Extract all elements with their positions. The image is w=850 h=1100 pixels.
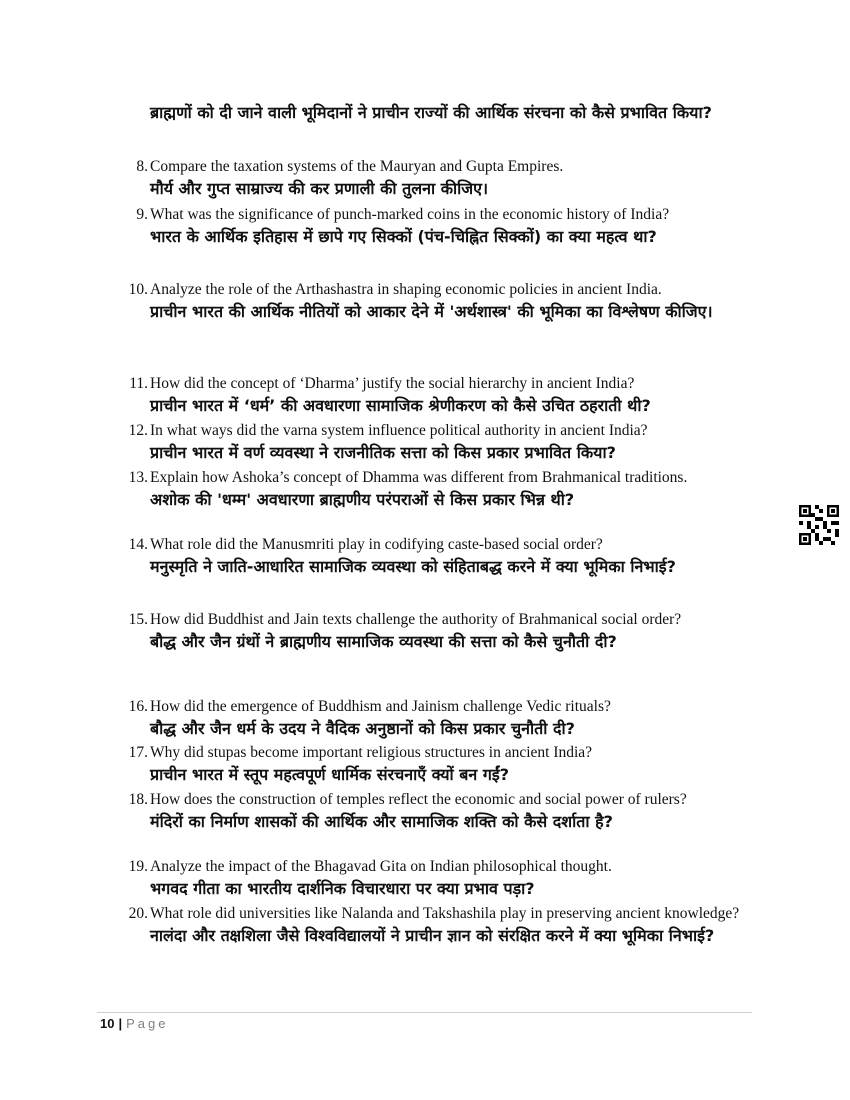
question-13 (122, 468, 752, 512)
question-number: 19. (128, 858, 148, 875)
question-hindi: भगवद गीता का भारतीय दार्शनिक विचारधारा पर क्या प्रभाव पड़ा? (150, 879, 535, 898)
question-english: Why did stupas become important religious structures in ancient India? (150, 744, 593, 761)
question-15 (122, 610, 752, 654)
question-20 (122, 904, 752, 948)
question-number: 14. (128, 536, 148, 553)
question-19 (122, 857, 752, 901)
footer-divider (97, 1012, 752, 1013)
page-label: Page (126, 1016, 169, 1031)
question-number: 20. (128, 905, 148, 922)
question-english: Explain how Ashoka’s concept of Dhamma was different from Brahmanical traditions. (150, 469, 688, 486)
question-9 (122, 205, 752, 249)
page-number: 10 (100, 1016, 115, 1031)
question-number: 13. (128, 469, 148, 486)
question-number: 10. (128, 281, 148, 298)
question-hindi: मंदिरों का निर्माण शासकों की आर्थिक और सामाजिक शक्ति को कैसे दर्शाता है? (150, 812, 613, 831)
footer-separator: | (118, 1016, 123, 1031)
question-number: 9. (136, 206, 148, 223)
question-hindi: प्राचीन भारत में स्तूप महत्वपूर्ण धार्मिक संरचनाएँ क्यों बन गईं? (150, 765, 509, 784)
question-hindi: प्राचीन भारत में ‘धर्म’ की अवधारणा सामाजिक श्रेणीकरण को कैसे उचित ठहराती थी? (150, 396, 651, 415)
question-number: 12. (128, 422, 148, 439)
question-number: 11. (129, 375, 148, 392)
question-number: 18. (128, 791, 148, 808)
question-english: What role did universities like Nalanda and Takshashila play in preserving ancient knowledge? (150, 905, 740, 922)
question-english: How does the construction of temples reflect the economic and social power of rulers? (150, 791, 687, 808)
question-english: How did Buddhist and Jain texts challenge the authority of Brahmanical social order? (150, 611, 682, 628)
question-16 (122, 697, 752, 741)
question-hindi: प्राचीन भारत में वर्ण व्यवस्था ने राजनीतिक सत्ता को किस प्रकार प्रभावित किया? (150, 443, 616, 462)
page-footer (100, 1016, 168, 1031)
question-hindi: बौद्ध और जैन धर्म के उदय ने वैदिक अनुष्ठानों को किस प्रकार चुनौती दी? (150, 719, 575, 738)
question-number: 16. (128, 698, 148, 715)
question-hindi: मौर्य और गुप्त साम्राज्य की कर प्रणाली की तुलना कीजिए। (150, 179, 489, 198)
question-english: Analyze the role of the Arthashastra in shaping economic policies in ancient India. (150, 281, 662, 298)
question-english: Compare the taxation systems of the Mauryan and Gupta Empires. (150, 158, 564, 175)
question-hindi: अशोक की 'धम्म' अवधारणा ब्राह्मणीय परंपराओं से किस प्रकार भिन्न थी? (150, 490, 575, 509)
question-english: How did the concept of ‘Dharma’ justify the social hierarchy in ancient India? (150, 375, 635, 392)
question-10 (122, 280, 752, 324)
question-english: In what ways did the varna system influence political authority in ancient India? (150, 422, 648, 439)
question-number: 8. (136, 158, 148, 175)
question-number: 17. (128, 744, 148, 761)
question-english: What role did the Manusmriti play in codifying caste-based social order? (150, 536, 603, 553)
question-14 (122, 535, 752, 579)
question-english: What was the significance of punch-marked coins in the economic history of India? (150, 206, 670, 223)
question-hindi: मनुस्मृति ने जाति-आधारित सामाजिक व्यवस्था को संहिताबद्ध करने में क्या भूमिका निभाई? (150, 557, 676, 576)
question-12 (122, 421, 752, 465)
question-number: 15. (128, 611, 148, 628)
question-11 (122, 374, 752, 418)
qr-code-icon[interactable] (799, 505, 839, 545)
question-8 (122, 157, 752, 201)
intro-hindi-text: ब्राह्मणों को दी जाने वाली भूमिदानों ने प्राचीन राज्यों की आर्थिक संरचना को कैसे प्रभावित किया? (150, 103, 712, 122)
question-17 (122, 743, 752, 787)
question-hindi: बौद्ध और जैन ग्रंथों ने ब्राह्मणीय सामाजिक व्यवस्था की सत्ता को कैसे चुनौती दी? (150, 632, 617, 651)
question-hindi: प्राचीन भारत की आर्थिक नीतियों को आकार देने में 'अर्थशास्त्र' की भूमिका का विश्लेषण कीजिए। (150, 302, 713, 321)
question-english: How did the emergence of Buddhism and Jainism challenge Vedic rituals? (150, 698, 611, 715)
question-english: Analyze the impact of the Bhagavad Gita on Indian philosophical thought. (150, 858, 612, 875)
question-hindi: भारत के आर्थिक इतिहास में छापे गए सिक्कों (पंच-चिह्नित सिक्कों) का क्या महत्व था? (150, 227, 657, 246)
question-18 (122, 790, 752, 834)
question-hindi: नालंदा और तक्षशिला जैसे विश्वविद्यालयों ने प्राचीन ज्ञान को संरक्षित करने में क्या भूमिका निभाई? (150, 926, 715, 945)
